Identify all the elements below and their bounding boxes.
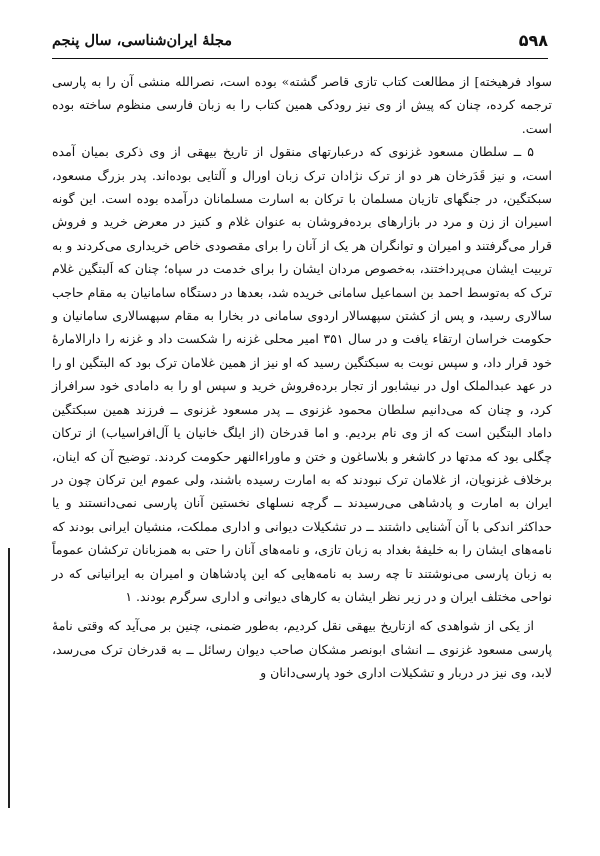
paragraph-continuation: سواد فرهیخته] از مطالعت کتاب تازی قاصر گشته» بوده است، نصرالله منشی آن را به پارسی ترجمه کرده، چنان که پیش از وی نیز رودکی همین کتاب را به زبان فارسی منظوم ساخته بوده است. <box>52 74 552 136</box>
margin-scan-line <box>8 548 10 808</box>
running-title: مجلهٔ ایران‌شناسی، سال پنجم <box>52 31 232 49</box>
body-text <box>52 70 552 685</box>
paragraph-final: از یکی از شواهدی که ازتاریخ بیهقی نقل کردیم، به‌طور ضمنی، چنین بر می‌آید که وقتی نامهٔ پارسی مسعود غزنوی ــ انشای ابونصر مشکان صاحب دیوان رسائل ــ به قدرخان ترک می‌رسد، لابد، وی نیز در دربار و تشکیلات اداری خود پارسی‌دانان و <box>52 618 552 681</box>
header-rule <box>52 58 548 59</box>
paragraph-section-5: ۵ ــ سلطان مسعود غزنوی که درعبارتهای منقول از تاریخ بیهقی از وی ذکری بمیان آمده است، و نیز قَدَرخان هر دو از ترک نژادان ترک زبان اورال و آلتایی بوده‌اند. پدر بزرگ مسعود، سبکتگین، در جنگهای تازیان مسلمان با ترکان به اسارت مسلمانان درآمده بوده است. این گونه اسیران از زن و مرد در بازارهای برده‌فروشان به عنوان غلام و کنیز در معرض خرید و فروش قرار می‌گرفتند و امیران و توانگران هر یک از آنان را برای مقصودی خاص خریداری می‌کردند و به تربیت ایشان می‌پرداختند، به‌خصوص مردان ایشان را برای خدمت در سپاه؛ چنان که اَلبتگین غلام ترک که به‌توسط احمد بن اسماعیل سامانی خریده شد، بعدها در دستگاه سامانیان به مقام حاجب سالاری رسید، و پس از کشتن سپهسالار اردوی سامانی در بخارا به مقام سپهسالاری سامانیان و حکومت خراسان ارتقاء یافت و در سال ۳۵۱ امیر محلی غزنه را شکست داد و غزنه را دارالاماره‌ٔ خود قرار داد، و سپس نوبت به سبکتگین رسید که او نیز از همین غلامان ترک بود که البتگین او را در عهد عبدالملک اول در نیشابور از تجار برده‌فروش خرید و سپس او را به دامادی خود سرافراز کرد، و چنان که می‌دانیم سلطان محمود غزنوی ــ پدر مسعود غزنوی ــ فرزند همین سبکتگین داماد البتگین است که از وی نام بردیم. و اما قدرخان (از ایلگ خانیان یا آل‌افراسیاب) از ترکان چگلی بود که مدتها در کاشغر و بلاساغون و ختن و ماوراءالنهر حکومت کردند. توضیح آن که اینان، برخلاف غزنویان، از غلامان ترک نبودند که به امارت رسیده باشند، ولی عموم این ترکان چون در ایران به امارت و پادشاهی می‌رسیدند ــ گرچه نسلهای نخستین آنان پارسی نمی‌دانستند و یا حداکثر اندکی با آن آشنایی داشتند ــ در تشکیلات دیوانی و اداری مملکت، منشیان ایرانی بودند که نامه‌های ایشان را به خلیفهٔ بغداد به زبان تازی، و نامه‌های آنان را حتی به همزبانان ترکشان عموماً به زبان پارسی می‌نوشتند تا چه رسد به نامه‌هایی که این پادشاهان و امیران به ایرانیانی که در نواحی مختلف ایران و در زیر نظر ایشان به کارهای دیوانی و اداری سرگرم بودند. ۱ <box>52 144 553 604</box>
page-header <box>52 26 548 54</box>
page-number: ۵۹۸ <box>518 30 548 50</box>
